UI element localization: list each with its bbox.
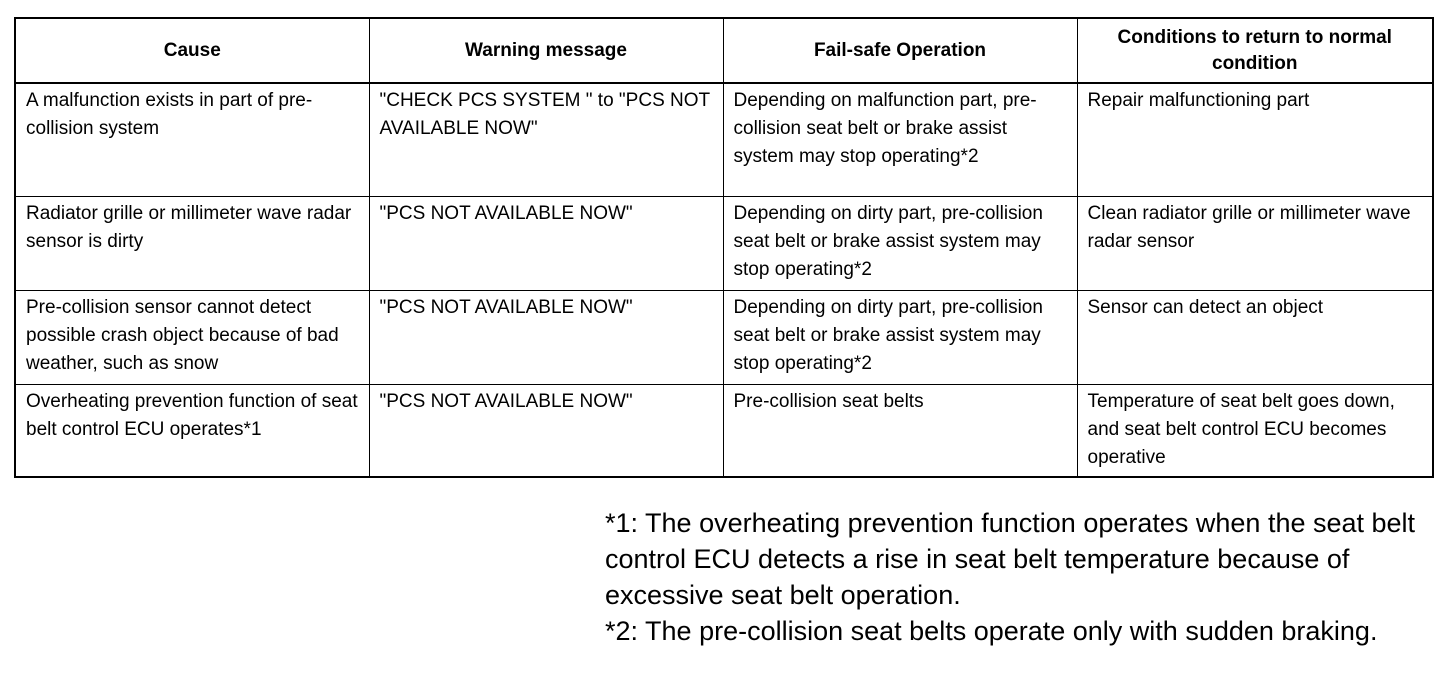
table-row xyxy=(15,384,1433,477)
cell-return-condition: Repair malfunctioning part xyxy=(1077,83,1433,196)
table-row xyxy=(15,83,1433,196)
table-header-row xyxy=(15,18,1433,83)
footnote-1: *1: The overheating prevention function operates when the seat belt control ECU detects a rise in seat belt temperature because of excessive seat belt operation. xyxy=(605,508,1416,610)
cell-fail-safe-operation: Depending on dirty part, pre-collision seat belt or brake assist system may stop operating*2 xyxy=(723,290,1077,384)
cell-return-condition: Temperature of seat belt goes down, and seat belt control ECU becomes operative xyxy=(1077,384,1433,477)
cell-fail-safe-operation: Pre-collision seat belts xyxy=(723,384,1077,477)
cell-cause: A malfunction exists in part of pre-collision system xyxy=(15,83,369,196)
cell-cause: Pre-collision sensor cannot detect possible crash object because of bad weather, such as snow xyxy=(15,290,369,384)
table-row xyxy=(15,290,1433,384)
cell-warning-message: "CHECK PCS SYSTEM " to "PCS NOT AVAILABLE NOW" xyxy=(369,83,723,196)
cell-cause: Radiator grille or millimeter wave radar sensor is dirty xyxy=(15,196,369,290)
cell-fail-safe-operation: Depending on dirty part, pre-collision seat belt or brake assist system may stop operating*2 xyxy=(723,196,1077,290)
cell-return-condition: Clean radiator grille or millimeter wave radar sensor xyxy=(1077,196,1433,290)
cell-warning-message: "PCS NOT AVAILABLE NOW" xyxy=(369,196,723,290)
header-cause: Cause xyxy=(15,18,369,83)
cell-warning-message: "PCS NOT AVAILABLE NOW" xyxy=(369,384,723,477)
cell-return-condition: Sensor can detect an object xyxy=(1077,290,1433,384)
cell-fail-safe-operation: Depending on malfunction part, pre-collision seat belt or brake assist system may stop operating*2 xyxy=(723,83,1077,196)
table-row xyxy=(15,196,1433,290)
cell-warning-message: "PCS NOT AVAILABLE NOW" xyxy=(369,290,723,384)
footnote-2: *2: The pre-collision seat belts operate only with sudden braking. xyxy=(605,616,1378,646)
pcs-fail-safe-table xyxy=(14,17,1434,478)
header-warning-message: Warning message xyxy=(369,18,723,83)
header-return-conditions: Conditions to return to normal condition xyxy=(1077,18,1433,83)
header-fail-safe-operation: Fail-safe Operation xyxy=(723,18,1077,83)
footnotes xyxy=(605,505,1435,649)
cell-cause: Overheating prevention function of seat belt control ECU operates*1 xyxy=(15,384,369,477)
